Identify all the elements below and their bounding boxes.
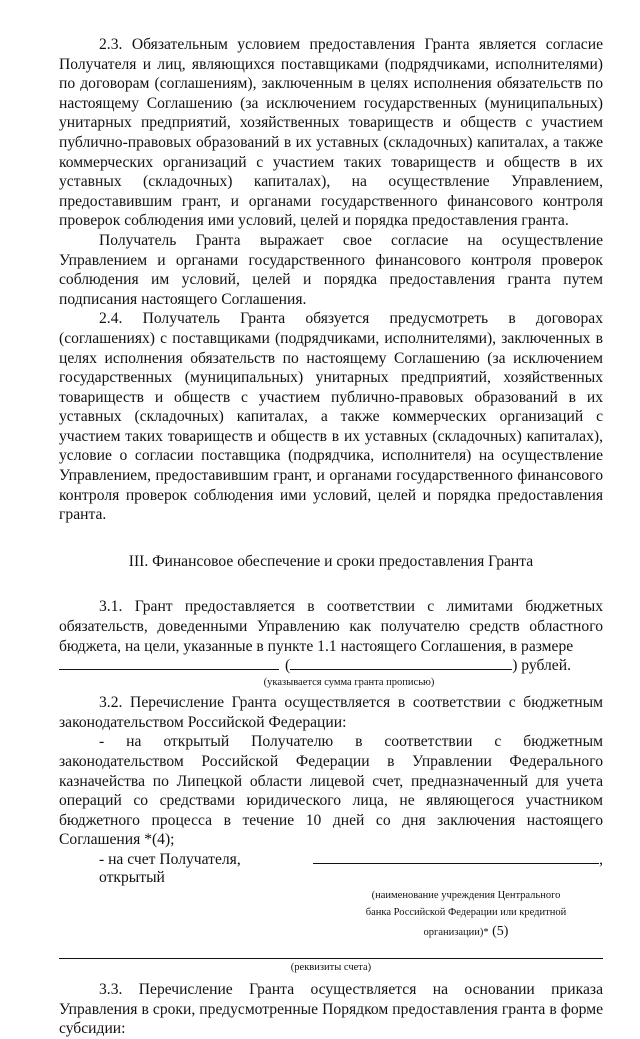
bank-comma: , xyxy=(599,850,603,868)
bank-footnote-ref: (5) xyxy=(488,923,509,939)
section-heading-3: III. Финансовое обеспечение и сроки предоставления Гранта xyxy=(128,552,534,570)
document-page xyxy=(59,35,603,1039)
amount-words-blank[interactable] xyxy=(290,656,512,670)
bank-caption-line-1: (наименование учреждения Центрального xyxy=(371,889,561,901)
bank-caption xyxy=(321,889,611,939)
requisites-caption: (реквизиты счета) xyxy=(290,961,372,973)
bank-caption-line-3 xyxy=(321,925,611,939)
paragraph-2-3-consent: Получатель Гранта выражает свое согласие на осуществление Управлением и органами государственного финансового контроля проверок соблюдения им условий, целей и порядка предоставления гранта путем подписания настоящего Соглашения. xyxy=(59,231,603,308)
bank-caption-text: организации)* xyxy=(423,926,489,938)
bank-caption-line-2: банка Российской Федерации или кредитной xyxy=(365,906,567,918)
amount-close-paren: ) рублей. xyxy=(512,657,571,675)
requisites-blank[interactable] xyxy=(59,945,603,959)
amount-line xyxy=(59,656,603,675)
paragraph-3-2: 3.2. Перечисление Гранта осуществляется в соответствии с бюджетным законодательством Российской Федерации: xyxy=(59,694,603,731)
bank-account-label: - на счет Получателя, открытый xyxy=(99,850,241,886)
paragraph-3-3: 3.3. Перечисление Гранта осуществляется на основании приказа Управления в сроки, предусмотренные Порядком предоставления гранта в форме субсидии: xyxy=(59,980,603,1038)
paragraph-3-2-treasury: - на открытый Получателю в соответствии с бюджетным законодательством Российской Федерации в Управлении Федерального казначейства по Липецкой области лицевой счет, предназначенный для учета операций со средствами юридического лица, не являющегося участником бюджетного процесса в течение 10 дней со дня заключения настоящего Соглашения *(4); xyxy=(59,733,603,849)
amount-digits-blank[interactable] xyxy=(59,656,279,670)
bank-account-line xyxy=(59,850,603,887)
paragraph-2-3: 2.3. Обязательным условием предоставления Гранта является согласие Получателя и лиц, являющихся поставщиками (подрядчиками, исполнителями) по договорам (соглашениям), заключенным в целях исполнения обязательств по настоящему Соглашению (за исключением государственных (муниципальных) унитарных предприятий, хозяйственных товариществ и обществ с участием публично-правовых образований в их уставных (складочных) капиталах, а также коммерческих организаций с участием таких товариществ и обществ в их уставных (складочных) капиталах), на осуществление Управлением, предоставившим грант, и органами государственного финансового контроля проверок соблюдения ими условий, целей и порядка предоставления гранта. xyxy=(59,36,603,230)
amount-open-paren: ( xyxy=(285,657,291,675)
paragraph-3-1: 3.1. Грант предоставляется в соответствии с лимитами бюджетных обязательств, доведенными Управлению как получателю средств областного бюджета, на цели, указанные в пункте 1.1 настоящего Соглашения, в размере xyxy=(59,598,603,655)
amount-caption: (указывается сумма гранта прописью) xyxy=(263,677,435,689)
paragraph-2-4: 2.4. Получатель Гранта обязуется предусмотреть в договорах (соглашениях) с поставщиками (подрядчиками, исполнителями), заключенных в целях исполнения обязательств по настоящему Соглашению (за исключением государственных (муниципальных) унитарных предприятий, хозяйственных товариществ и обществ с участием публично-правовых образований в их уставных (складочных) капиталах, а также коммерческих организаций с участием таких товариществ и обществ в их уставных (складочных) капиталах), условие о согласии поставщика (подрядчика, исполнителя) на осуществление Управлением, предоставившим грант, и органами государственного финансового контроля проверок соблюдения ими условий, целей и порядка предоставления гранта. xyxy=(59,310,603,524)
bank-name-blank[interactable] xyxy=(313,850,599,864)
